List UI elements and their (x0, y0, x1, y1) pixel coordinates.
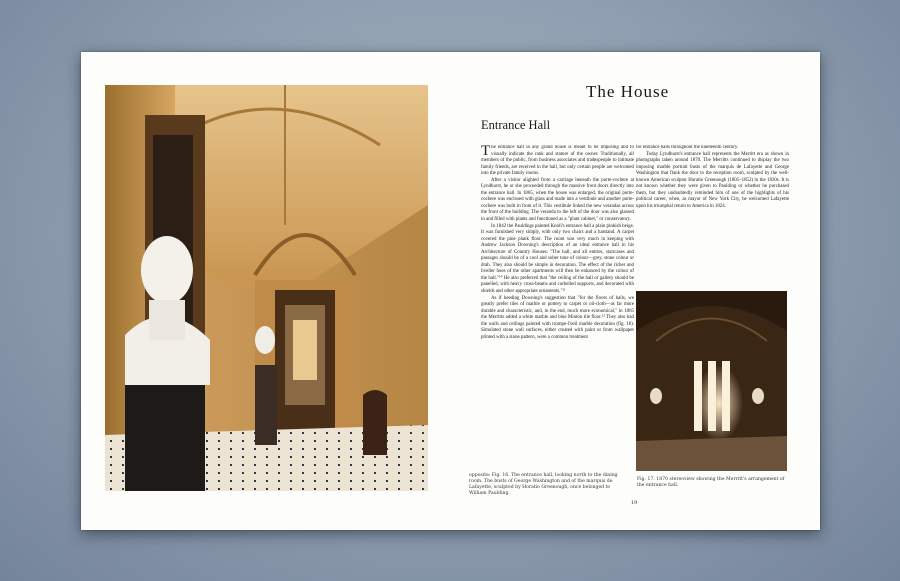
entrance-hall-illustration (105, 85, 428, 491)
book-spread (81, 52, 820, 530)
stereoview-illustration (636, 291, 787, 471)
stereoview-photo (636, 291, 787, 471)
left-photo-caption: opposite: Fig. 16. The entrance hall, looking north to the dining room. The busts of George Washington and of the marquis de Lafayette, sculpted by Horatio Greenough, once belonged to William Paulding. (469, 473, 618, 496)
entrance-hall-photo (105, 85, 428, 491)
paragraph-5: for entrance halls throughout the nineteenth century. (636, 145, 739, 150)
right-photo-caption: Fig. 17. 1870 stereoview showing the Merritt's arrangement of the entrance hall. (637, 477, 785, 488)
drop-cap: T (481, 145, 491, 159)
text-column-2 (636, 145, 789, 285)
page-number: 19 (631, 500, 638, 506)
paragraph-3: In 1842 the Pauldings painted Knoll's entrance hall a plain pinkish beige. It was furnished very simply, with only two chairs and a hatstand. A carpet covered the pine plank floor. The room was very much in keeping with Andrew Jackson Downing's description of an ideal entrance hall in his Architecture of Country Houses: "The hall, and all entries, staircases and passages should be of a cool and sober tone of colour—grey, stone colour or drab. They also should be simple in decoration. The effect of the richer and livelier hues of the other apartments will then be enhanced by the colour of the hall."¹⁰ He also preferred that "the ceiling of the hall or gallery should be panelled, with heavy cross-beams and corbelled supports, and decorated with shields and other appropriate ornaments."¹¹ (481, 223, 634, 295)
page-title: The House (586, 82, 670, 101)
paragraph-6: Today Lyndhurst's entrance hall represents the Merritt era as shown in photographs taken around 1870. The Merritts continued to display the two imposing marble portrait busts of the marquis de Lafayette and George Washington that flank the door to the reception room, sculpted by the well-known American sculptor Horatio Greenough (1805–1852) in the 1830s. It is not known whether they were given to Paulding or whether he purchased them, but they undoubtedly reminded him of one of the highlights of his political career, when, as mayor of New York City, he welcomed Lafayette upon his triumphal return to America in 1824. (636, 151, 789, 209)
paragraph-4: As if heeding Downing's suggestion that "for the floors of halls, we greatly prefer tiles of marble or pottery to carpet or oil-cloth—as far more durable and characteristic, and, in the end, much more economical," in 1865 the Merritts added a white marble and blue Minton tile floor.¹² They also had the walls and ceilings painted with trompe-l'oeil marble decoration (fig. 16). Simulated stone wall surfaces, either created with paint or from wallpaper printed with a stone pattern, were a common treatment (481, 295, 634, 340)
section-heading: Entrance Hall (481, 118, 551, 132)
paragraph-2: After a visitor alighted from a carriage beneath the porte-cochere at Lyndhurst, he or she proceeded through the massive front doors directly into the entrance hall. In 1865, when the house was enlarged, the original porte-cochere was enclosed with glass and made into a vestibule and another porte-cochere was built in front of it. This vestibule linked the new verandas across the front of the building. The veranda to the left of the door was also glassed in and filled with plants and functioned as a "plant cabinet," or conservatory. (481, 177, 634, 223)
text-column-1 (481, 145, 634, 470)
paragraph-1: The entrance hall in any grand house is meant to be imposing and to visually indicate the rank and stature of the owner. Traditionally, all members of the public, from business associates and tradespeople to intimate family friends, are received in the hall, but only certain people are welcomed into the private family rooms. (481, 145, 634, 177)
